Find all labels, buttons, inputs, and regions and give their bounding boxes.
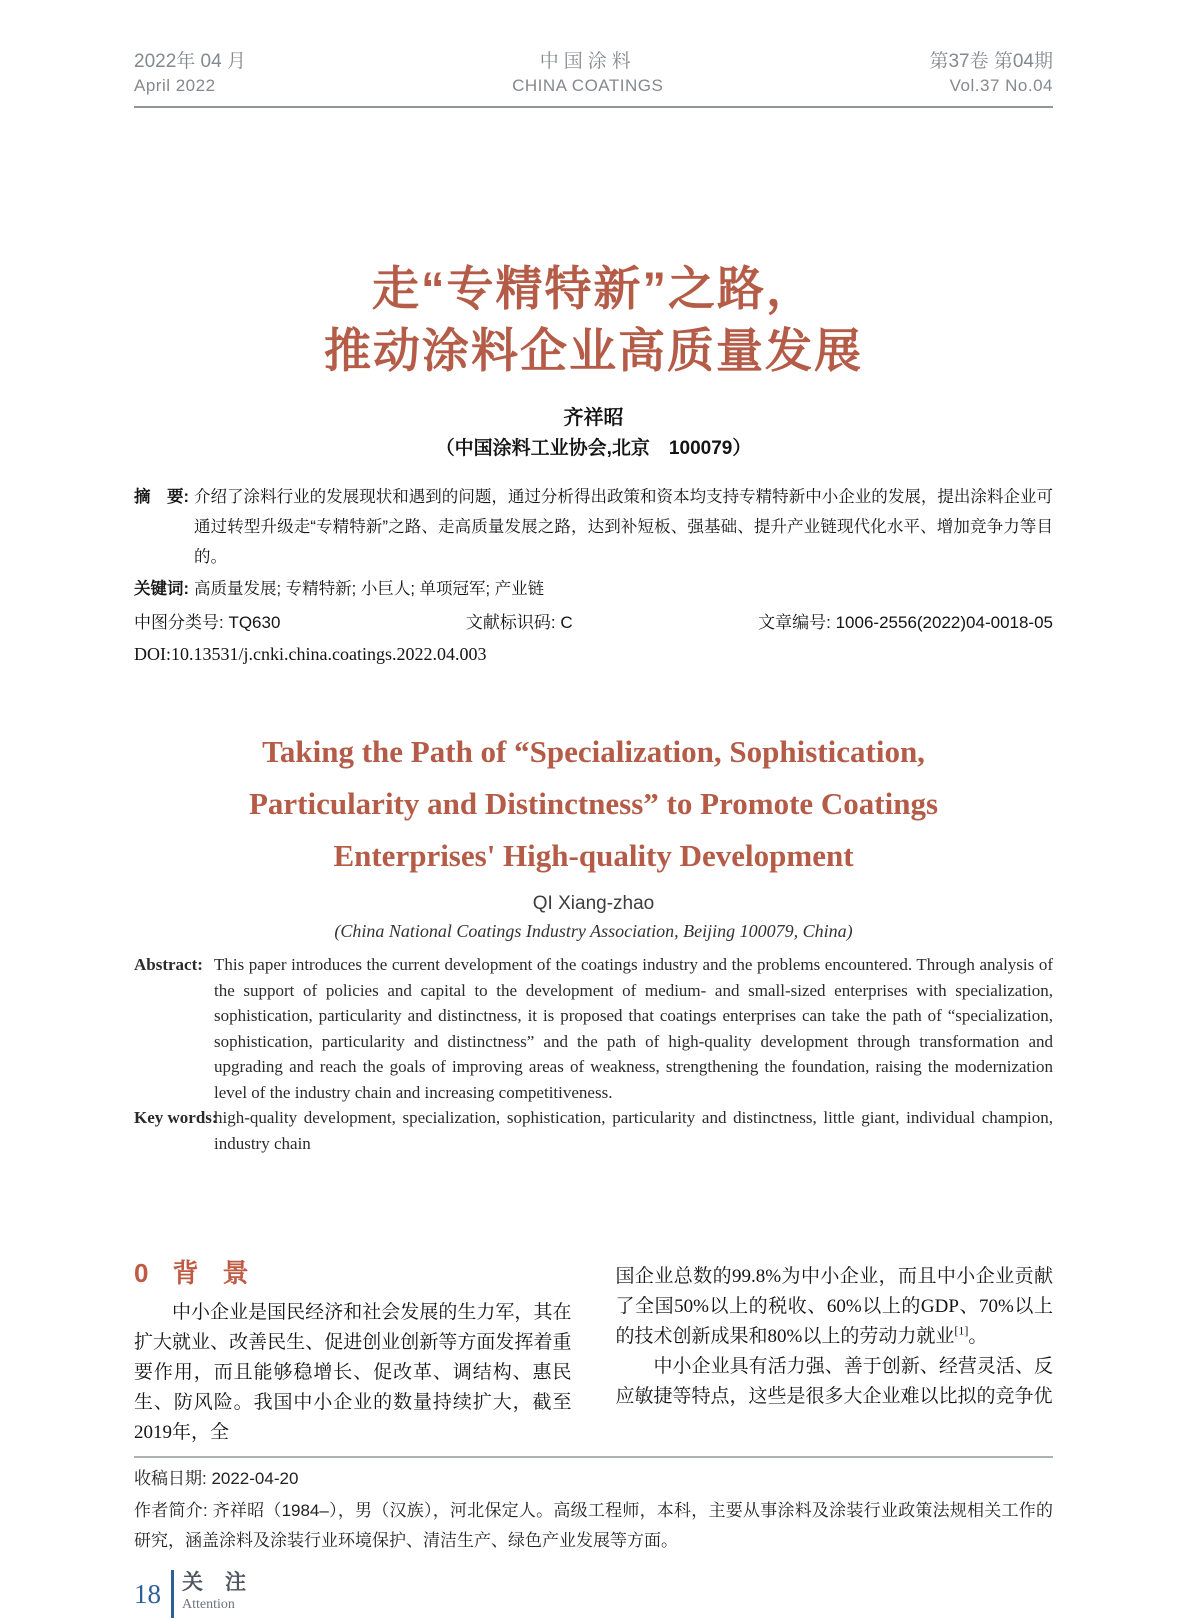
keywords-en-text: high-quality development, specialization, sophistication, particularity and distinctness, little giant, individual champion, industry chain [214,1108,1053,1153]
author-en: QI Xiang-zhao [532,893,655,914]
author-cn: 齐祥昭 [563,407,624,429]
author-bio: 作者简介: 齐祥昭（1984–），男（汉族），河北保定人。高级工程师，本科，主要从事涂料及涂装行业政策法规相关工作的研究，涵盖涂料及涂装行业环境保护、清洁生产、绿色产业发展等方面。 [134,1501,1053,1550]
abstract-cn [134,482,1053,572]
header-journal-name [512,50,663,98]
page-number: 18 [134,1579,161,1609]
paragraph-end: 。 [968,1326,988,1347]
issue-date-cn: 2022年 04 月 [134,51,246,72]
footnote-divider [134,1456,1053,1458]
article-title-en [134,726,1053,882]
paragraph: 中小企业具有活力强、善于创新、经营灵活、反应敏捷等特点，这些是很多大企业难以比拟的竞争优 [615,1356,1053,1407]
keywords-en [134,1105,1053,1156]
footer-divider-bar [171,1570,174,1618]
footnote-block [134,1466,1053,1556]
article-title-en-line2: Particularity and Distinctness” to Promote Coatings [248,786,939,821]
journal-name-en: CHINA COATINGS [512,76,664,95]
keywords-en-label: Key words: [134,1108,218,1127]
journal-name-cn: 中国涂料 [539,51,636,72]
section-0-heading [134,1256,572,1290]
paragraph: 中小企业是国民经济和社会发展的生力军，其在扩大就业、改善民生、促进创业创新等方面发挥着重要作用，而且能够稳增长、促改革、调结构、惠民生、防风险。我国中小企业的数量持续扩大，截至2019年，全 [134,1302,572,1443]
abstract-en-text: This paper introduces the current development of the coatings industry and the problems encountered. Through analysis of the support of policies and capital to the development of medium- and small-sized enterprises with specialization, sophistication, particularity and distinctness, it is proposed that coatings enterprises can take the path of “specialization, sophistication, particularity and distinctness” and the path of high-quality development through transformation and upgrading and reach the goals of improving areas of weakness, strengthening the foundation, raising the modernization level of the industry chain and increasing competitiveness. [214,955,1053,1102]
section-0-number: 0 [134,1258,149,1288]
body-columns [134,1256,1053,1448]
header-divider [134,106,1053,108]
keywords-cn [134,574,1053,604]
keywords-cn-label: 关键词: [134,580,189,598]
article-title-cn-line1: 走“专精特新”之路， [372,262,815,315]
chinese-meta-block [134,482,1053,668]
received-date: 收稿日期: 2022-04-20 [134,1469,299,1488]
article-title-cn-line2: 推动涂料企业高质量发展 [324,324,863,377]
abstract-en [134,952,1053,1105]
doi: DOI:10.13531/j.cnki.china.coatings.2022.04.003 [134,644,487,664]
abstract-en-label: Abstract: [134,955,203,974]
citation-ref: [1] [954,1323,969,1338]
section-0-title: 背景 [172,1258,273,1288]
footer-column-name [182,1570,268,1618]
abstract-cn-text: 介绍了涂料行业的发展现状和遇到的问题，通过分析得出政策和资本均支持专精特新中小企业的发展，提出涂料企业可通过转型升级走“专精特新”之路、走高质量发展之路，达到补短板、强基础、提升产业链现代化水平、增加竞争力等目的。 [194,488,1053,566]
affiliation-en: (China National Coatings Industry Association, Beijing 100079, China) [334,921,853,941]
header-volume-issue [929,50,1053,98]
article-title-en-line3: Enterprises' High-quality Development [333,838,854,873]
classification-row [134,608,1053,638]
clc-number: 中图分类号: TQ630 [134,613,281,632]
abstract-cn-label: 摘 要: [134,488,189,506]
journal-header [134,50,1053,98]
keywords-cn-text: 高质量发展; 专精特新; 小巨人; 单项冠军; 产业链 [194,580,545,598]
document-code: 文献标识码: C [465,613,573,632]
paragraph [616,1262,1054,1352]
volume-issue-cn: 第37卷 第04期 [929,51,1053,72]
page-footer [134,1570,1053,1618]
column-name-cn: 关注 [182,1571,268,1594]
article-title-cn [134,258,1053,382]
affiliation-cn: （中国涂料工业协会,北京 100079） [435,438,752,459]
column-name-en: Attention [182,1597,235,1612]
issue-date-en: April 2022 [134,76,216,95]
paragraph-text: 国企业总数的99.8%为中小企业，而且中小企业贡献了全国50%以上的税收、60%以上的GDP、70%以上的技术创新成果和80%以上的劳动力就业 [615,1266,1053,1347]
header-issue-date [134,50,246,98]
volume-issue-en: Vol.37 No.04 [949,76,1053,95]
body-column-right [616,1256,1054,1448]
english-abstract-block [134,952,1053,1156]
article-id: 文章编号: 1006-2556(2022)04-0018-05 [758,613,1053,632]
article-title-en-line1: Taking the Path of “Specialization, Sophistication, [262,734,925,769]
body-column-left [134,1256,572,1448]
